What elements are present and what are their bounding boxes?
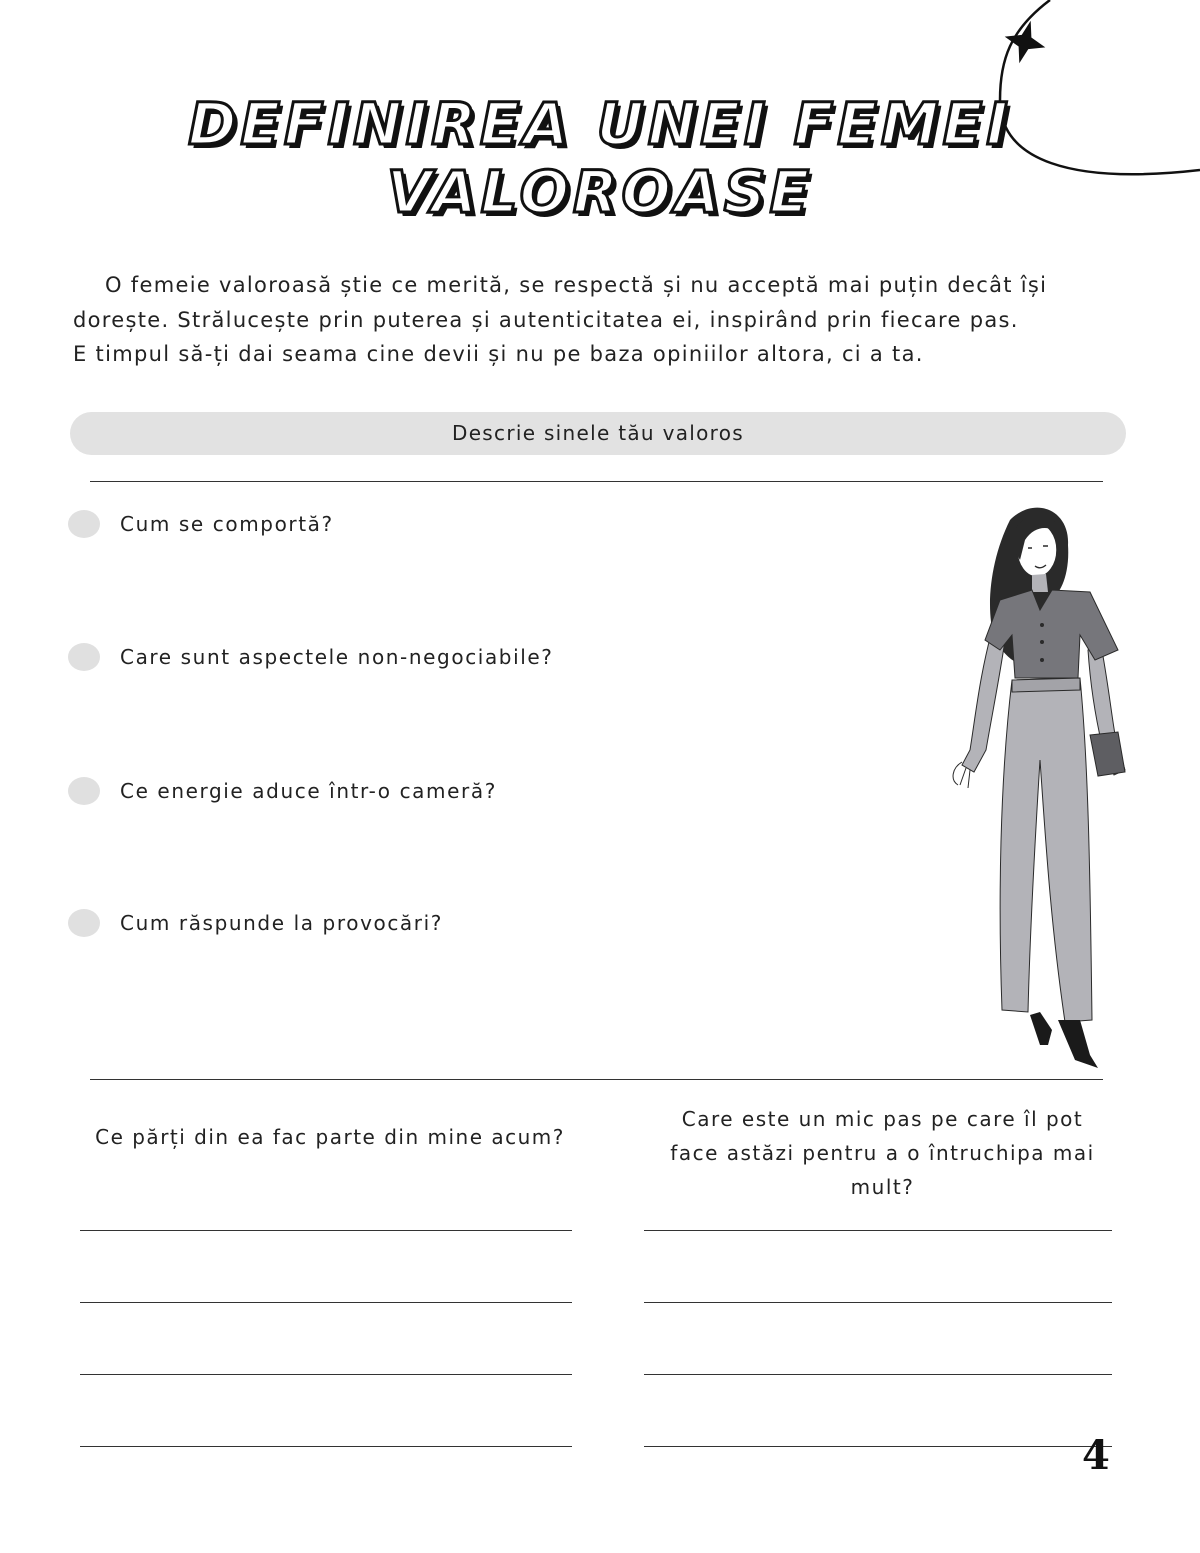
answer-line-left[interactable] (80, 1230, 572, 1231)
intro-line: E timpul să-ți dai seama cine devii și nu pe baza opiniilor altora, ci a ta. (73, 342, 924, 366)
section-label-pill: Descrie sinele tău valoros (70, 412, 1126, 455)
intro-line: dorește. Strălucește prin puterea și autenticitatea ei, inspirând prin fiecare pas. (73, 307, 1019, 332)
answer-line-left[interactable] (80, 1302, 572, 1303)
question-text: Cum se comportă? (120, 512, 334, 536)
question-text: Care sunt aspectele non-negociabile? (120, 645, 554, 669)
page-number: 4 (1082, 1432, 1110, 1479)
question-line: mult? (850, 1175, 915, 1199)
page-title-line-1: DEFINIREA UNEI FEMEI (188, 90, 1012, 158)
answer-line-left[interactable] (80, 1374, 572, 1375)
bullet-circle (68, 643, 100, 671)
bullet-circle (68, 777, 100, 805)
divider-top (90, 481, 1103, 482)
intro-paragraph (73, 268, 1163, 372)
divider-bottom (90, 1079, 1103, 1080)
intro-line: O femeie valoroasă știe ce merită, se respectă și nu acceptă mai puțin decât își (105, 273, 1048, 297)
reflection-question-right (630, 1102, 1135, 1204)
answer-line-right[interactable] (644, 1374, 1112, 1375)
answer-line-right[interactable] (644, 1302, 1112, 1303)
question-text: Cum răspunde la provocări? (120, 911, 443, 935)
answer-line-left[interactable] (80, 1446, 572, 1447)
bullet-circle (68, 510, 100, 538)
question-line: Care este un mic pas pe care îl pot (681, 1107, 1084, 1131)
bullet-circle (68, 909, 100, 937)
question-text: Ce energie aduce într-o cameră? (120, 779, 497, 803)
reflection-question-left: Ce părți din ea fac parte din mine acum? (95, 1125, 565, 1149)
page-title-line-2: VALOROASE (386, 158, 814, 226)
answer-line-right[interactable] (644, 1230, 1112, 1231)
answer-line-right[interactable] (644, 1446, 1112, 1447)
question-line: face astăzi pentru a o întruchipa mai (670, 1141, 1095, 1165)
woman-illustration (940, 500, 1150, 1080)
